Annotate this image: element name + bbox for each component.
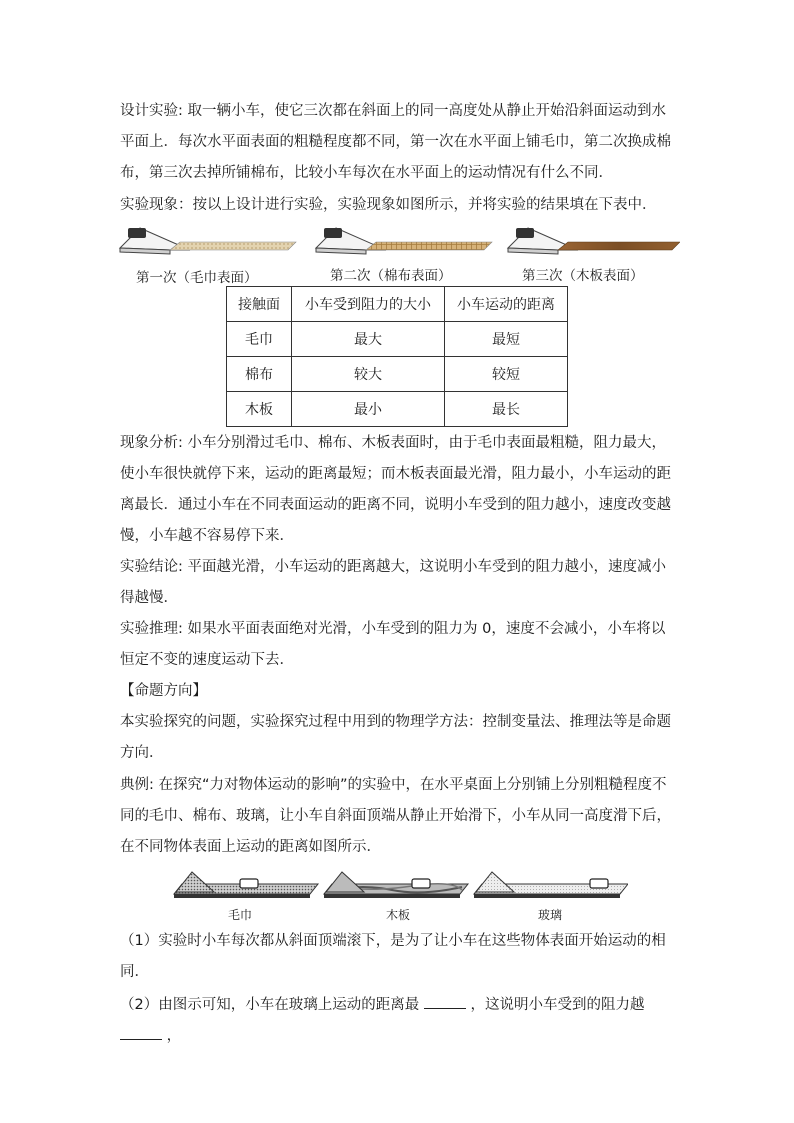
table-cell: 最大 [292,322,445,357]
caption-towel: 第一次（毛巾表面） [136,270,258,286]
caption-cotton: 第二次（棉布表面） [330,268,452,284]
results-table [226,286,568,427]
board-towel [174,872,318,898]
table-cell: 较短 [445,357,568,392]
car-icon [590,879,608,888]
caption-wood-2: 木板 [386,908,411,922]
car-icon [240,879,258,888]
caption-wood: 第三次（木板表面） [522,268,644,284]
table-cell: 最短 [445,322,568,357]
car-icon [324,228,342,238]
ramp-cotton [316,228,492,254]
table-row [227,357,568,392]
car-icon [128,228,146,238]
table-cell: 最长 [445,392,568,427]
header-resistance: 小车受到阻力的大小 [292,287,445,322]
answer-blank[interactable] [424,996,466,1009]
table-cell: 最小 [292,392,445,427]
analysis-paragraph: 现象分析: 小车分别滑过毛巾、棉布、木板表面时，由于毛巾表面最粗糙，阻力最大，使小车很快就停下来，运动的距离最短；而木板表面最光滑，阻力最小，小车运动的距离最长．通过小车在不同表面运动的距离不同，说明小车受到的阻力越小，速度改变越慢，小车越不容易停下来． [120,435,671,544]
table-row [227,392,568,427]
question-2 [120,990,675,1052]
question-2-part-a: （2）由图示可知，小车在玻璃上运动的距离最 [120,997,420,1013]
table-cell: 较大 [292,357,445,392]
table-cell: 木板 [227,392,292,427]
ramp-wood [508,228,680,254]
caption-towel-2: 毛巾 [228,908,253,922]
direction-paragraph: 本实验探究的问题，实验探究过程中用到的物理学方法：控制变量法、推理法等是命题方向． [120,714,671,761]
table-header-row [227,287,568,322]
table-row [227,322,568,357]
design-paragraph: 设计实验: 取一辆小车，使它三次都在斜面上的同一高度处从静止开始沿斜面运动到水平面上．每次水平面表面的粗糙程度都不同，第一次在水平面上铺毛巾，第二次换成棉布，第三次去掉所铺棉布，比较小车每次在水平面上的运动情况有什么不同． [120,103,671,181]
example-paragraph: 典例: 在探究“力对物体运动的影响”的实验中，在水平桌面上分别铺上分别粗糙程度不同的毛巾、棉布、玻璃，让小车自斜面顶端从静止开始滑下，小车从同一高度滑下后，在不同物体表面上运动的距离如图所示． [120,777,671,855]
conclusion-paragraph: 实验结论: 平面越光滑，小车运动的距离越大，这说明小车受到的阻力越小，速度减小得越慢． [120,559,666,606]
car-icon [412,879,430,888]
table-cell: 棉布 [227,357,292,392]
board-glass [474,872,628,898]
ramp-figure-2 [172,864,628,904]
direction-heading: 【命题方向】 [120,683,207,699]
header-surface: 接触面 [227,287,292,322]
board-wood [324,872,468,898]
question-2-part-b: ，这说明小车受到的阻力越 [470,997,645,1013]
table-cell: 毛巾 [227,322,292,357]
ramp-figure-1 [118,222,680,270]
car-icon [516,228,534,238]
reasoning-paragraph: 实验推理: 如果水平面表面绝对光滑，小车受到的阻力为 0，速度不会减小，小车将以恒定不变的速度运动下去． [120,621,666,668]
ramp-towel [120,228,296,254]
answer-blank[interactable] [120,1027,162,1040]
header-distance: 小车运动的距离 [445,287,568,322]
phenomenon-paragraph: 实验现象：按以上设计进行实验，实验现象如图所示，并将实验的结果填在下表中． [120,197,657,213]
question-1: （1）实验时小车每次都从斜面顶端滚下，是为了让小车在这些物体表面开始运动的相同． [120,933,666,980]
question-2-part-c: ， [166,1028,182,1044]
caption-glass-2: 玻璃 [538,908,563,922]
